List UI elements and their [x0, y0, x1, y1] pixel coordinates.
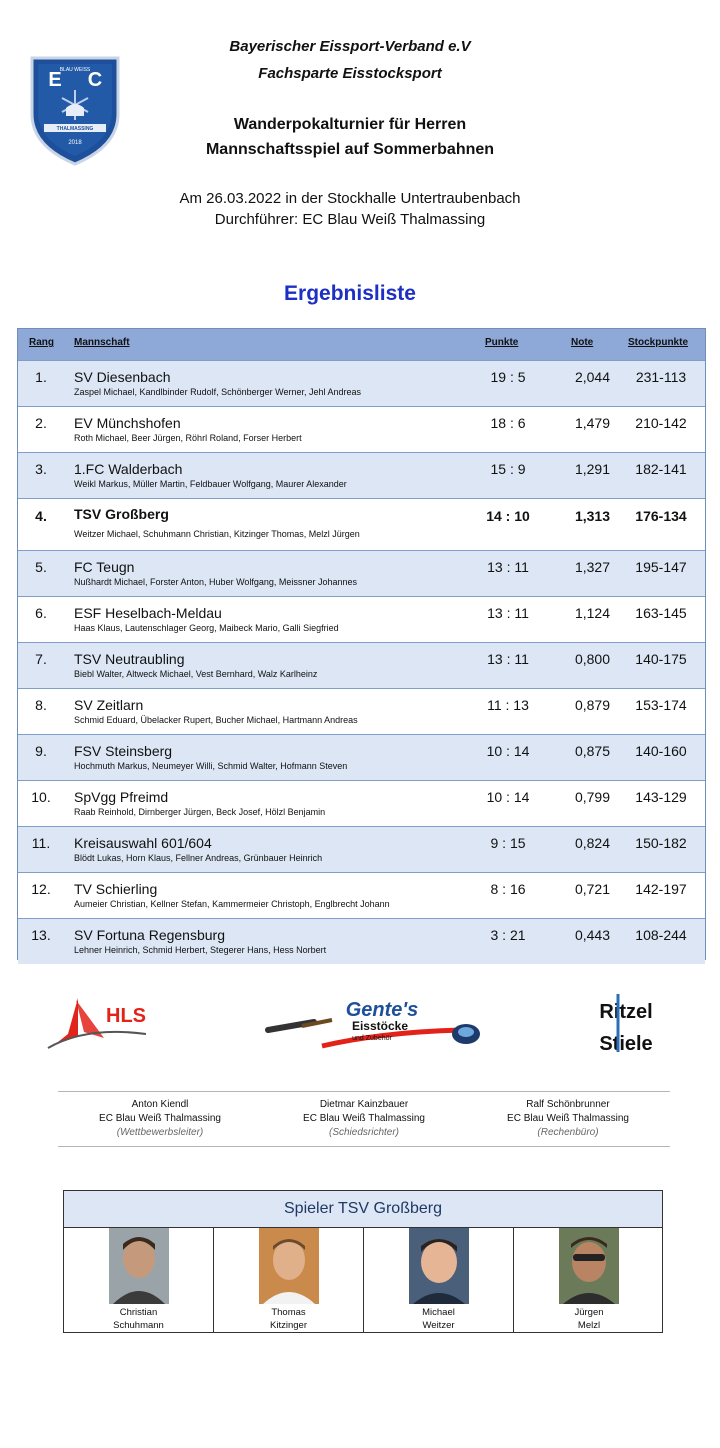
official-scorer [466, 1098, 670, 1140]
note-cell: 1,479 [574, 415, 610, 431]
official-role: (Wettbewerbsleiter) [116, 1127, 204, 1138]
team-name: FSV Steinsberg [74, 743, 173, 759]
svg-text:THALMASSING: THALMASSING [56, 126, 94, 132]
table-row [18, 550, 705, 596]
player-name [364, 1306, 513, 1332]
player-photo [559, 1228, 619, 1304]
team-players: Lehner Heinrich, Schmid Herbert, Stegerer Hans, Hess Norbert [74, 945, 327, 955]
stock-points-cell: 195-147 [635, 559, 687, 575]
rank-cell: 2. [35, 415, 47, 431]
player-name [64, 1306, 213, 1332]
stock-points-cell: 142-197 [635, 881, 687, 897]
svg-text:HLS: HLS [106, 1005, 146, 1027]
note-cell: 1,124 [574, 605, 610, 621]
team-players: Blödt Lukas, Horn Klaus, Fellner Andreas, Grünbauer Heinrich [74, 853, 323, 863]
team-name: ESF Heselbach-Meldau [74, 605, 222, 621]
stock-points-cell: 153-174 [635, 697, 687, 713]
stock-points-cell: 140-160 [635, 743, 687, 759]
player-last-name: Melzl [577, 1320, 601, 1331]
points-cell: 14 : 10 [486, 508, 530, 524]
player-first-name: Jürgen [574, 1307, 604, 1318]
team-name: TSV Neutraubling [74, 651, 185, 667]
svg-text:Eisstöcke: Eisstöcke [351, 1019, 409, 1033]
results-table [17, 328, 706, 960]
rank-cell: 6. [35, 605, 47, 621]
player-card [64, 1228, 214, 1332]
rank-cell: 7. [35, 651, 47, 667]
player-photo [259, 1228, 319, 1304]
points-cell: 8 : 16 [490, 881, 526, 897]
team-name: SV Diesenbach [74, 369, 171, 385]
points-cell: 13 : 11 [487, 605, 529, 621]
results-title: Ergebnisliste [284, 282, 416, 305]
col-stock-header: Stockpunkte [628, 337, 689, 348]
note-cell: 0,824 [574, 835, 610, 851]
stock-points-cell: 140-175 [635, 651, 687, 667]
note-cell: 0,721 [574, 881, 610, 897]
table-row [18, 734, 705, 780]
note-cell: 1,313 [574, 508, 610, 524]
note-cell: 0,799 [574, 789, 610, 805]
table-header [18, 329, 705, 360]
table-row [18, 406, 705, 452]
table-row [18, 452, 705, 498]
points-cell: 10 : 14 [486, 743, 530, 759]
svg-text:E: E [48, 69, 62, 91]
rank-cell: 11. [31, 835, 51, 851]
player-card [364, 1228, 514, 1332]
svg-text:BLAU WEISS: BLAU WEISS [59, 67, 91, 73]
event-organizer: Durchführer: EC Blau Weiß Thalmassing [214, 211, 486, 228]
team-players: Weitzer Michael, Schuhmann Christian, Kitzinger Thomas, Melzl Jürgen [74, 529, 360, 539]
team-players: Nußhardt Michael, Forster Anton, Huber Wolfgang, Meissner Johannes [74, 577, 357, 587]
org-division: Fachsparte Eisstocksport [258, 65, 442, 82]
official-role: (Schiedsrichter) [328, 1127, 400, 1138]
stock-points-cell: 176-134 [635, 508, 687, 524]
stock-points-cell: 210-142 [635, 415, 687, 431]
points-cell: 15 : 9 [490, 461, 526, 477]
official-name: Anton Kiendl [131, 1099, 189, 1110]
points-cell: 11 : 13 [487, 697, 529, 713]
note-cell: 0,875 [574, 743, 610, 759]
points-cell: 19 : 5 [490, 369, 526, 385]
team-players-box [63, 1190, 663, 1333]
note-cell: 1,327 [574, 559, 610, 575]
svg-text:Gente's: Gente's [345, 999, 419, 1021]
team-name: SpVgg Pfreimd [74, 789, 169, 805]
stock-points-cell: 108-244 [635, 927, 687, 943]
player-last-name: Kitzinger [270, 1320, 307, 1331]
team-players: Weikl Markus, Müller Martin, Feldbauer Wolfgang, Maurer Alexander [74, 479, 347, 489]
official-role: (Rechenbüro) [537, 1127, 599, 1138]
table-row [18, 780, 705, 826]
team-players: Zaspel Michael, Kandlbinder Rudolf, Schönberger Werner, Jehl Andreas [74, 387, 361, 397]
event-date: Am 26.03.2022 in der Stockhalle Untertraubenbach [179, 190, 521, 207]
event-title: Wanderpokalturnier für Herren [233, 116, 467, 133]
note-cell: 0,879 [574, 697, 610, 713]
team-players: Aumeier Christian, Kellner Stefan, Kammermeier Christoph, Englbrecht Johann [74, 899, 390, 909]
points-cell: 10 : 14 [486, 789, 530, 805]
svg-text:2018: 2018 [68, 140, 82, 146]
player-card [214, 1228, 364, 1332]
player-last-name: Schuhmann [113, 1320, 164, 1331]
rank-cell: 10. [31, 789, 51, 805]
rank-cell: 5. [35, 559, 47, 575]
player-first-name: Michael [422, 1307, 455, 1318]
team-name: 1.FC Walderbach [74, 461, 183, 477]
stock-points-cell: 163-145 [635, 605, 687, 621]
col-note-header: Note [571, 337, 594, 348]
points-cell: 18 : 6 [490, 415, 526, 431]
svg-text:C: C [87, 69, 103, 91]
org-name: Bayerischer Eissport-Verband e.V [229, 38, 471, 55]
note-cell: 1,291 [574, 461, 610, 477]
table-row [18, 918, 705, 964]
team-players: Roth Michael, Beer Jürgen, Röhrl Roland, Forser Herbert [74, 433, 302, 443]
team-players: Hochmuth Markus, Neumeyer Willi, Schmid Walter, Hofmann Steven [74, 761, 348, 771]
team-name: TV Schierling [74, 881, 158, 897]
points-cell: 13 : 11 [487, 559, 529, 575]
official-club: EC Blau Weiß Thalmassing [507, 1113, 629, 1124]
stock-points-cell: 231-113 [635, 369, 687, 385]
points-cell: 3 : 21 [490, 927, 526, 943]
rank-cell: 3. [35, 461, 47, 477]
svg-text:und Zubehör: und Zubehör [352, 1035, 392, 1042]
stock-points-cell: 182-141 [635, 461, 687, 477]
stock-points-cell: 150-182 [635, 835, 687, 851]
officials-section [58, 1091, 670, 1147]
team-name: SV Fortuna Regensburg [74, 927, 225, 943]
team-name: Kreisauswahl 601/604 [74, 835, 212, 851]
table-row [18, 688, 705, 734]
note-cell: 2,044 [574, 369, 610, 385]
player-name [214, 1306, 363, 1332]
team-players: Raab Reinhold, Dirnberger Jürgen, Beck Josef, Hölzl Benjamin [74, 807, 326, 817]
rank-cell: 13. [31, 927, 51, 943]
col-points-header: Punkte [485, 337, 519, 348]
team-name: FC Teugn [74, 559, 135, 575]
player-last-name: Weitzer [422, 1320, 455, 1331]
ritzel-stiele-sponsor-logo [588, 992, 664, 1056]
col-team-header: Mannschaft [74, 337, 130, 348]
svg-text:Ritzel: Ritzel [599, 1001, 653, 1023]
note-cell: 0,800 [574, 651, 610, 667]
table-row [18, 872, 705, 918]
team-name: EV Münchshofen [74, 415, 181, 431]
official-name: Ralf Schönbrunner [526, 1099, 610, 1110]
points-cell: 13 : 11 [487, 651, 529, 667]
rank-cell: 9. [35, 743, 47, 759]
table-row [18, 498, 705, 550]
rank-cell: 4. [35, 508, 47, 524]
official-club: EC Blau Weiß Thalmassing [99, 1113, 221, 1124]
rank-cell: 12. [31, 881, 51, 897]
team-name: TSV Großberg [74, 506, 169, 522]
team-players: Schmid Eduard, Übelacker Rupert, Bucher Michael, Hartmann Andreas [74, 715, 358, 725]
stock-points-cell: 143-129 [635, 789, 687, 805]
event-subtitle: Mannschaftsspiel auf Sommerbahnen [205, 141, 495, 158]
table-row [18, 826, 705, 872]
team-players: Biebl Walter, Altweck Michael, Vest Bernhard, Walz Karlheinz [74, 669, 318, 679]
note-cell: 0,443 [574, 927, 610, 943]
club-logo [28, 50, 122, 166]
rank-cell: 8. [35, 697, 47, 713]
official-name: Dietmar Kainzbauer [319, 1099, 409, 1110]
team-name: SV Zeitlarn [74, 697, 144, 713]
player-card [514, 1228, 664, 1332]
team-players: Haas Klaus, Lautenschlager Georg, Maibeck Mario, Galli Siegfried [74, 623, 339, 633]
player-first-name: Christian [119, 1307, 158, 1318]
official-club: EC Blau Weiß Thalmassing [303, 1113, 425, 1124]
official-competition-director [58, 1098, 262, 1140]
table-row [18, 596, 705, 642]
table-row [18, 642, 705, 688]
gentes-sponsor-logo [262, 996, 484, 1052]
player-photo [409, 1228, 469, 1304]
official-referee [262, 1098, 466, 1140]
player-first-name: Thomas [271, 1307, 306, 1318]
points-cell: 9 : 15 [490, 835, 526, 851]
hls-sponsor-logo [46, 994, 162, 1056]
rank-cell: 1. [35, 369, 47, 385]
player-photo [109, 1228, 169, 1304]
svg-text:Stiele: Stiele [599, 1033, 653, 1055]
player-name [514, 1306, 664, 1332]
table-row [18, 360, 705, 406]
players-box-title: Spieler TSV Großberg [64, 1191, 662, 1228]
col-rank-header: Rang [29, 337, 54, 348]
